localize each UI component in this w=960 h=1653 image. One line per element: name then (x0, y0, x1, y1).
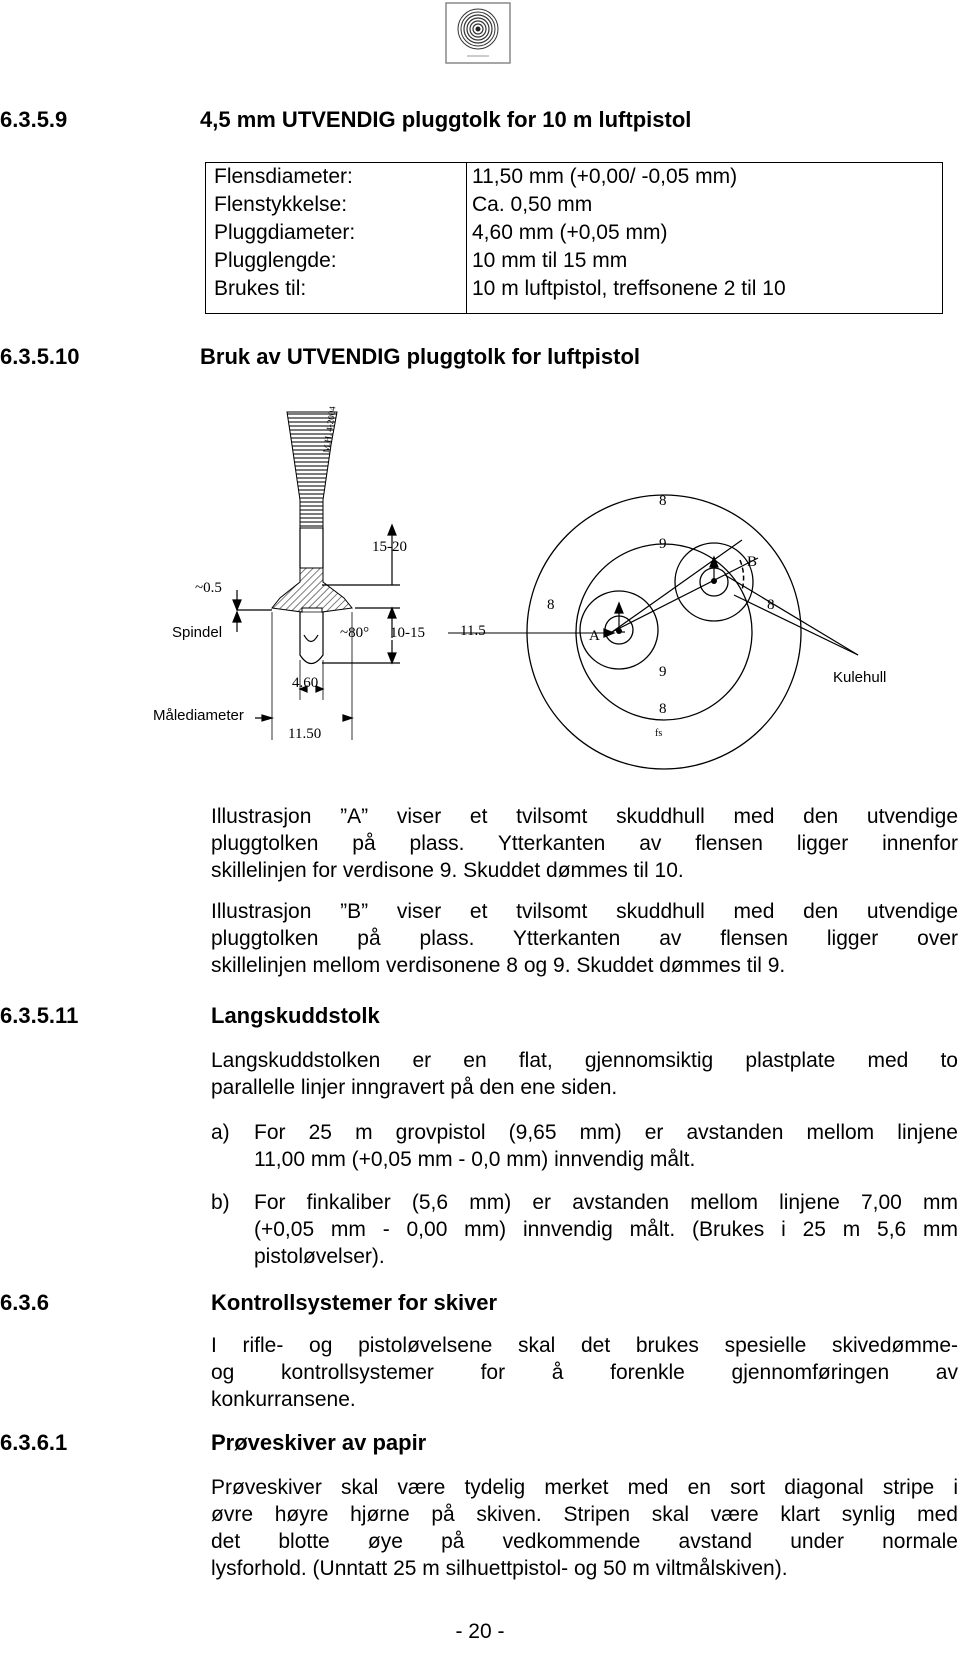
list-marker: b) (211, 1191, 230, 1214)
dim-11-5: 11.5 (460, 623, 486, 639)
text-line: (+0,05 mm - 0,00 mm) innvendig målt. (Brukes i 25 m 5,6 mm (254, 1218, 958, 1241)
list-marker: a) (211, 1121, 230, 1144)
text-line: skillelinjen mellom verdisonene 8 og 9. Skuddet dømmes til 9. (211, 954, 786, 977)
label-malediameter: Målediameter (153, 707, 244, 724)
dim-4-60: 4.60 (292, 675, 319, 691)
text-line: øvre høyre hjørne på skiven. Stripen skal være klart synlig med (211, 1503, 958, 1526)
section-number-6-3-5-9: 6.3.5.9 (0, 107, 68, 132)
ring-label-8-left: 8 (547, 597, 555, 613)
spec-value: 4,60 mm (+0,05 mm) (472, 221, 668, 244)
text-line: For 25 m grovpistol (9,65 mm) er avstanden mellom linjene (254, 1121, 958, 1144)
paragraph-illustration-b (211, 898, 958, 979)
paragraph-langskuddstolk (211, 1047, 958, 1101)
section-title-6-3-5-9: 4,5 mm UTVENDIG pluggtolk for 10 m luftpistol (200, 107, 692, 132)
label-spindel: Spindel (172, 624, 223, 641)
page-number: - 20 - (455, 1620, 505, 1643)
paragraph-kontrollsystemer (211, 1332, 958, 1413)
text-line: Prøveskiver skal være tydelig merket med en sort diagonal stripe i (211, 1476, 958, 1499)
text-line: og kontrollsystemer for å forenkle gjennomføringen av (211, 1361, 958, 1384)
gauge-flange (272, 568, 352, 664)
spec-label: Flenstykkelse: (214, 193, 348, 216)
section-number-6-3-6-1: 6.3.6.1 (0, 1430, 68, 1455)
spec-value: Ca. 0,50 mm (472, 193, 593, 216)
text-line: pistoløvelser). (254, 1245, 385, 1268)
text-line: lysforhold. (Unntatt 25 m silhuettpistol- og 50 m viltmålskiven). (211, 1557, 788, 1580)
section-number-6-3-5-11: 6.3.5.11 (0, 1003, 79, 1028)
list-item-b (211, 1189, 958, 1273)
logo (445, 2, 511, 64)
text-line: pluggtolken på plass. Ytterkanten av flensen ligger innenfor (211, 832, 958, 855)
signature: M.H. 4-2004 (321, 405, 338, 454)
spec-label: Flensdiameter: (214, 165, 353, 188)
gauge-diagram (0, 400, 960, 790)
label-b: B (747, 554, 758, 570)
ring-label-8-right: 8 (767, 597, 775, 613)
spec-label: Plugglengde: (214, 249, 337, 272)
section-number-6-3-6: 6.3.6 (0, 1290, 49, 1315)
text-line: skillelinjen for verdisone 9. Skuddet dømmes til 10. (211, 859, 684, 882)
label-kulehull: Kulehull (833, 669, 887, 686)
spec-label: Brukes til: (214, 277, 307, 300)
list-item-a (211, 1119, 958, 1175)
section-title-6-3-6-1: Prøveskiver av papir (211, 1430, 427, 1455)
text-line: det blotte øye på vedkommende avstand under normale (211, 1530, 958, 1553)
spec-label: Pluggdiameter: (214, 221, 356, 244)
dim-angle-80: ~80° (340, 625, 370, 641)
spec-value: 10 m luftpistol, treffsonene 2 til 10 (472, 277, 786, 300)
ring-label-8-bottom: 8 (659, 701, 667, 717)
text-line: parallelle linjer inngravert på den ene siden. (211, 1076, 618, 1099)
dim-0-5: ~0.5 (195, 580, 222, 596)
text-line: pluggtolken på plass. Ytterkanten av flensen ligger over (211, 927, 958, 950)
text-line: 11,00 mm (+0,05 mm - 0,0 mm) innvendig målt. (254, 1148, 696, 1171)
dim-10-15: 10-15 (390, 625, 425, 641)
dim-15-20: 15-20 (372, 539, 407, 555)
paragraph-illustration-a (211, 803, 958, 884)
spec-value: 11,50 mm (+0,00/ -0,05 mm) (472, 165, 738, 188)
spec-table (205, 162, 943, 314)
paragraph-proveskiver (211, 1474, 958, 1582)
label-fs: fs (655, 728, 663, 739)
spec-value: 10 mm til 15 mm (472, 249, 628, 272)
section-title-6-3-5-11: Langskuddstolk (211, 1003, 380, 1028)
ring-label-8-top: 8 (659, 493, 667, 509)
section-title-6-3-6: Kontrollsystemer for skiver (211, 1290, 498, 1315)
section-number-6-3-5-10: 6.3.5.10 (0, 344, 80, 369)
text-line: konkurransene. (211, 1388, 356, 1411)
text-line: Illustrasjon ”A” viser et tvilsomt skuddhull med den utvendige (211, 805, 958, 828)
text-line: For finkaliber (5,6 mm) er avstanden mellom linjene 7,00 mm (254, 1191, 958, 1214)
text-line: Langskuddstolken er en flat, gjennomsiktig plastplate med to (211, 1049, 958, 1072)
label-a: A (589, 628, 600, 644)
text-line: Illustrasjon ”B” viser et tvilsomt skuddhull med den utvendige (211, 900, 958, 923)
section-title-6-3-5-10: Bruk av UTVENDIG pluggtolk for luftpistol (200, 344, 640, 369)
pointer-lines (608, 540, 858, 655)
dim-11-50: 11.50 (288, 726, 322, 742)
text-line: I rifle- og pistoløvelsene skal det brukes spesielle skivedømme- (211, 1334, 958, 1357)
ring-label-9-top: 9 (659, 536, 667, 552)
ring-label-9-bottom: 9 (659, 664, 667, 680)
